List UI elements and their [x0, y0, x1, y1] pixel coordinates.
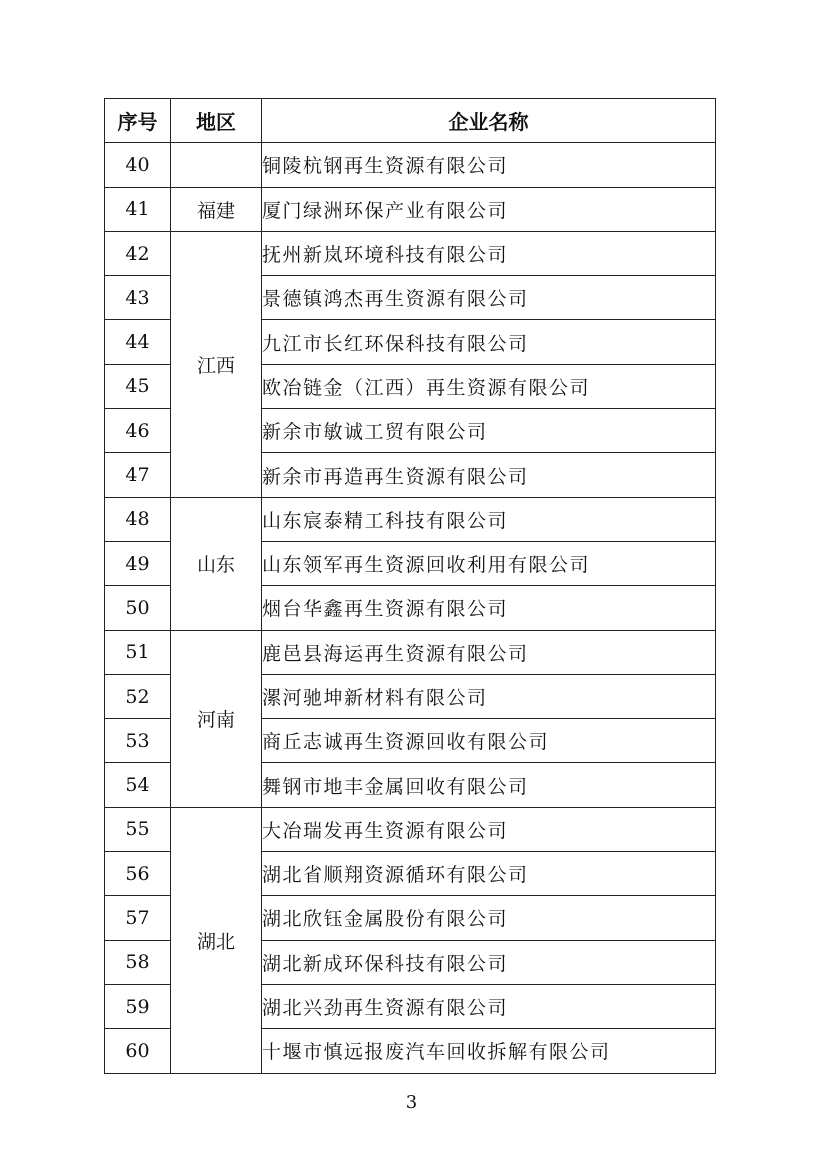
company-name-cell: 景德镇鸿杰再生资源有限公司	[262, 276, 716, 320]
company-name-cell: 商丘志诚再生资源回收有限公司	[262, 719, 716, 763]
serial-number-cell: 42	[105, 231, 171, 275]
serial-number-cell: 53	[105, 719, 171, 763]
company-name-cell: 新余市敏诚工贸有限公司	[262, 409, 716, 453]
page-number: 3	[405, 1092, 418, 1113]
serial-number-cell: 49	[105, 541, 171, 585]
company-name-cell: 十堰市慎远报废汽车回收拆解有限公司	[262, 1029, 716, 1073]
serial-number-cell: 50	[105, 586, 171, 630]
serial-number-cell: 40	[105, 143, 171, 187]
serial-number-cell: 55	[105, 807, 171, 851]
region-cell: 福建	[171, 187, 262, 231]
company-name-cell: 鹿邑县海运再生资源有限公司	[262, 630, 716, 674]
header-company-name: 企业名称	[262, 99, 716, 143]
table-row	[105, 187, 716, 231]
enterprise-table	[104, 98, 716, 1074]
serial-number-cell: 54	[105, 763, 171, 807]
company-name-cell: 新余市再造再生资源有限公司	[262, 453, 716, 497]
serial-number-cell: 57	[105, 896, 171, 940]
header-row	[105, 99, 716, 143]
serial-number-cell: 58	[105, 940, 171, 984]
company-name-cell: 铜陵杭钢再生资源有限公司	[262, 143, 716, 187]
serial-number-cell: 56	[105, 852, 171, 896]
company-name-cell: 山东领军再生资源回收利用有限公司	[262, 541, 716, 585]
serial-number-cell: 43	[105, 276, 171, 320]
company-name-cell: 湖北兴劲再生资源有限公司	[262, 984, 716, 1028]
region-cell: 湖北	[171, 807, 262, 1073]
serial-number-cell: 52	[105, 674, 171, 718]
table-row	[105, 630, 716, 674]
company-name-cell: 欧冶链金（江西）再生资源有限公司	[262, 364, 716, 408]
serial-number-cell: 41	[105, 187, 171, 231]
company-name-cell: 厦门绿洲环保产业有限公司	[262, 187, 716, 231]
company-name-cell: 湖北新成环保科技有限公司	[262, 940, 716, 984]
table-row	[105, 143, 716, 187]
header-serial: 序号	[105, 99, 171, 143]
serial-number-cell: 46	[105, 409, 171, 453]
company-name-cell: 漯河驰坤新材料有限公司	[262, 674, 716, 718]
header-region: 地区	[171, 99, 262, 143]
serial-number-cell: 51	[105, 630, 171, 674]
region-cell: 河南	[171, 630, 262, 807]
serial-number-cell: 48	[105, 497, 171, 541]
company-name-cell: 抚州新岚环境科技有限公司	[262, 231, 716, 275]
company-name-cell: 舞钢市地丰金属回收有限公司	[262, 763, 716, 807]
company-name-cell: 湖北省顺翔资源循环有限公司	[262, 852, 716, 896]
serial-number-cell: 59	[105, 984, 171, 1028]
table-row	[105, 231, 716, 275]
company-name-cell: 山东宸泰精工科技有限公司	[262, 497, 716, 541]
company-name-cell: 大冶瑞发再生资源有限公司	[262, 807, 716, 851]
region-cell: 江西	[171, 231, 262, 497]
serial-number-cell: 45	[105, 364, 171, 408]
company-name-cell: 九江市长红环保科技有限公司	[262, 320, 716, 364]
company-name-cell: 湖北欣钰金属股份有限公司	[262, 896, 716, 940]
region-cell: 山东	[171, 497, 262, 630]
serial-number-cell: 60	[105, 1029, 171, 1073]
table-row	[105, 497, 716, 541]
serial-number-cell: 47	[105, 453, 171, 497]
table-row	[105, 807, 716, 851]
region-cell	[171, 143, 262, 187]
company-name-cell: 烟台华鑫再生资源有限公司	[262, 586, 716, 630]
table-body	[105, 143, 716, 1073]
serial-number-cell: 44	[105, 320, 171, 364]
